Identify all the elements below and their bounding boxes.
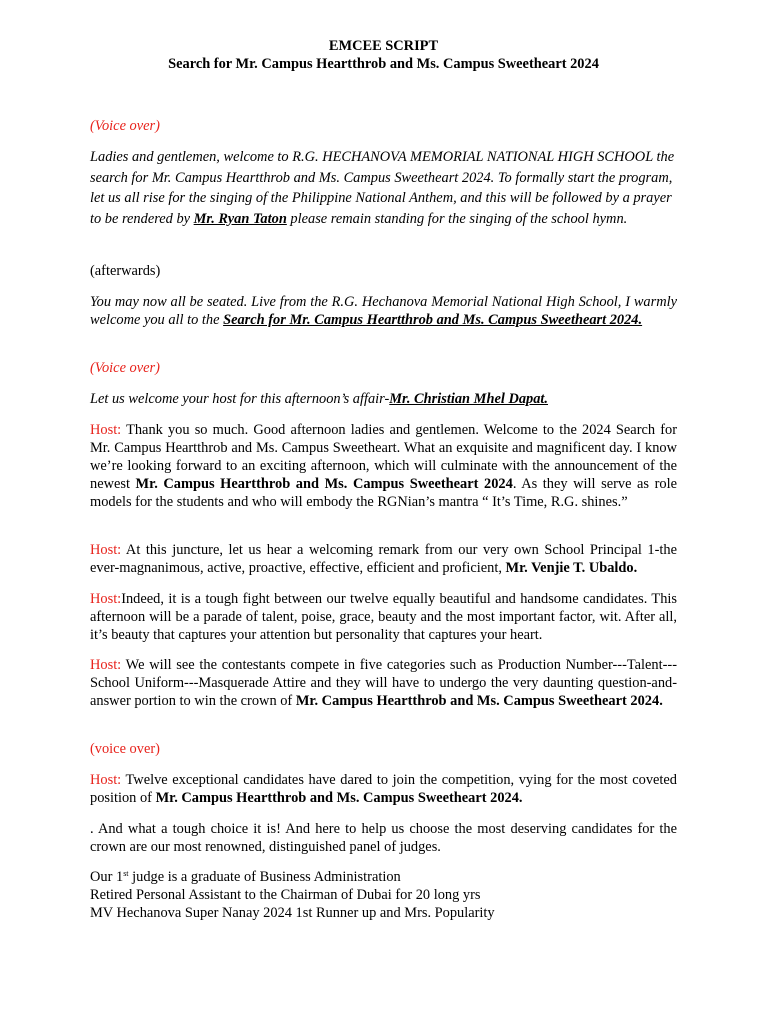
document-subtitle: Search for Mr. Campus Heartthrob and Ms. Campus Sweetheart 2024 bbox=[168, 56, 599, 72]
host-label: Host: bbox=[90, 542, 122, 558]
seated-paragraph: You may now all be seated. Live from the R.G. Hechanova Memorial National High School, I warmly welcome you all to the Search for Mr. Campus Heartthrob and Ms. Campus Sweetheart 2024. bbox=[90, 294, 677, 328]
host-introduction: Let us welcome your host for this afternoon’s affair-Mr. Christian Mhel Dapat. bbox=[90, 391, 549, 407]
host-paragraph: Host:Indeed, it is a tough fight between our twelve equally beautiful and handsome candidates. This afternoon will be a parade of talent, poise, grace, beauty and the most important factor, wit. After all, it’s beauty that captures your attention but personality that captures your heart. bbox=[90, 591, 677, 643]
host-label: Host: bbox=[90, 422, 122, 438]
judges-intro-paragraph: . And what a tough choice it is! And here to help us choose the most deserving candidates for the crown are our most renowned, distinguished panel of judges. bbox=[90, 821, 677, 855]
judge-1-line-3: MV Hechanova Super Nanay 2024 1st Runner up and Mrs. Popularity bbox=[90, 905, 495, 921]
host-label: Host: bbox=[90, 591, 122, 607]
host-label: Host: bbox=[90, 772, 122, 788]
prayer-leader-name: Mr. Ryan Taton bbox=[193, 210, 287, 227]
host-paragraph: Host: Twelve exceptional candidates have dared to join the competition, vying for the most coveted position of Mr. Campus Heartthrob and Ms. Campus Sweetheart 2024. bbox=[90, 772, 677, 806]
host-label: Host: bbox=[90, 657, 122, 673]
voice-over-label: (voice over) bbox=[90, 741, 160, 757]
afterwards-note: (afterwards) bbox=[90, 263, 161, 279]
judge-1-line-1: Our 1st judge is a graduate of Business Administration bbox=[90, 869, 401, 885]
judge-1-line-2: Retired Personal Assistant to the Chairman of Dubai for 20 long yrs bbox=[90, 887, 481, 903]
voice-over-label: (Voice over) bbox=[90, 118, 160, 134]
principal-name: Mr. Venjie T. Ubaldo. bbox=[505, 560, 638, 576]
voice-over-label: (Voice over) bbox=[90, 360, 160, 376]
document-title: EMCEE SCRIPT bbox=[328, 38, 439, 54]
welcome-paragraph: Ladies and gentlemen, welcome to R.G. HECHANOVA MEMORIAL NATIONAL HIGH SCHOOL the search for Mr. Campus Heartthrob and Ms. Campus Sweetheart 2024. To formally start the program, let us all rise for the singing of the Philippine National Anthem, and this will be followed by a prayer to be rendered by Mr. Ryan Taton please remain standing for the singing of the school hymn. bbox=[90, 149, 675, 227]
event-name: Search for Mr. Campus Heartthrob and Ms. Campus Sweetheart 2024. bbox=[223, 312, 643, 328]
host-paragraph: Host: We will see the contestants compete in five categories such as Production Number---Talent---School Uniform---Masquerade Attire and they will have to undergo the very daunting question-and-answer portion to win the crown of Mr. Campus Heartthrob and Ms. Campus Sweetheart 2024. bbox=[90, 657, 677, 709]
host-name: Mr. Christian Mhel Dapat. bbox=[389, 391, 549, 407]
host-paragraph: Host: Thank you so much. Good afternoon ladies and gentlemen. Welcome to the 2024 Search for Mr. Campus Heartthrob and Ms. Campus Sweetheart. What an exquisite and magnificent day. I know we’re looking forward to an exciting afternoon, which will culminate with the announcement of the newest Mr. Campus Heartthrob and Ms. Campus Sweetheart 2024. As they will serve as role models for the students and who will embody the RGNian’s mantra “ It’s Time, R.G. shines.” bbox=[90, 422, 677, 510]
host-paragraph: Host: At this juncture, let us hear a welcoming remark from our very own School Principal 1-the ever-magnanimous, active, proactive, effective, efficient and proficient, Mr. Venjie T. Ubaldo. bbox=[90, 542, 677, 576]
